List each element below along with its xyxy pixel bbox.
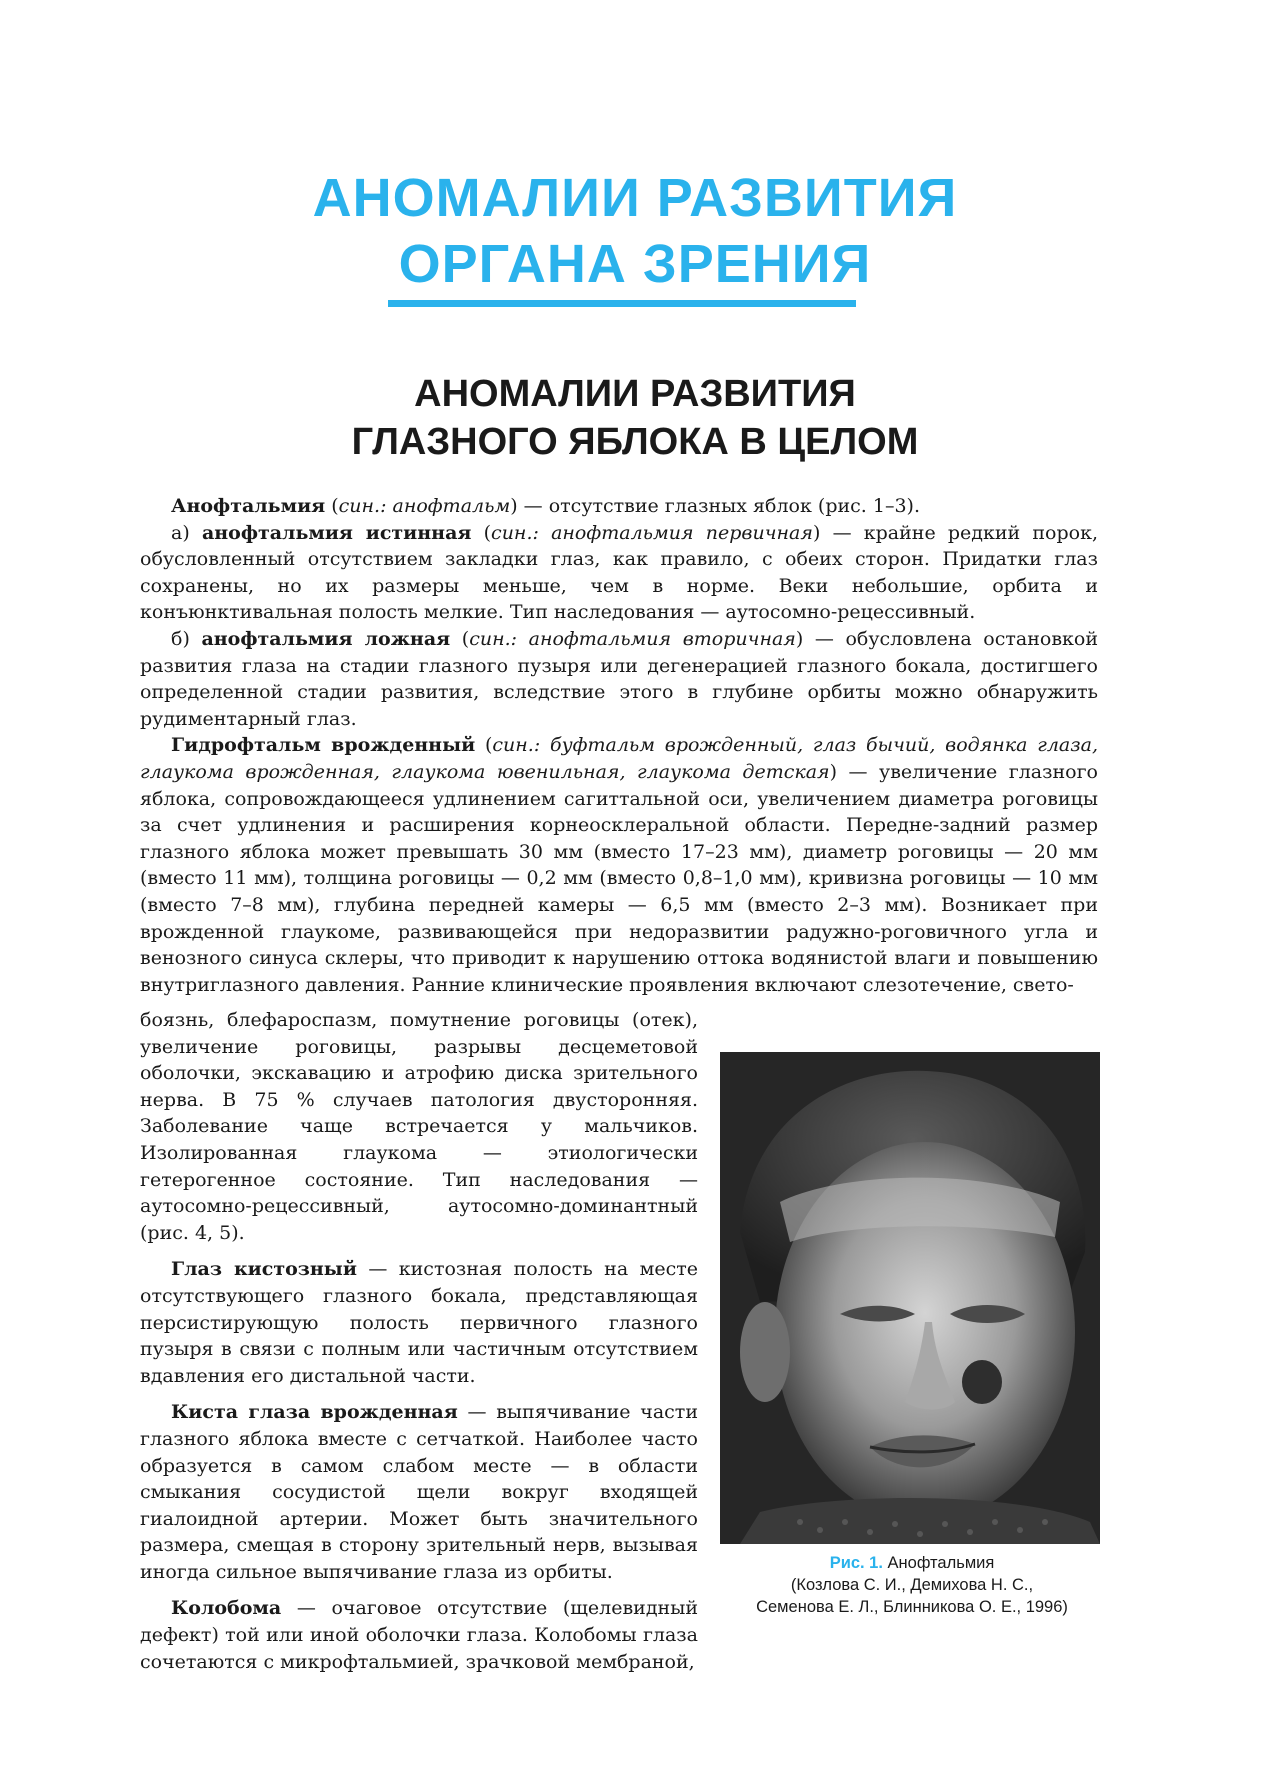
paragraph-eye-cyst: Киста глаза врожденная — выпячивание части глазного яблока вместе с сетчаткой. Наиболее часто образуется в самом слабом месте — в области смыкания сосудистой щели вокруг входящей гиалоидной артерии. Может быть значительного размера, смещая в сторону зрительный нерв, вызывая иногда сильное выпячивание глаза из орбиты. [140,1401,698,1583]
paragraph-anophthalmia-false: б) анофтальмия ложная (син.: анофтальмия вторичная) — обусловлена остановкой развития глаза на стадии глазного пузыря или дегенерацией глазного бокала, достигшего определенной стадии развития, вследствие этого в глубине орбиты можно обнаружить рудиментарный глаз. [140,627,1098,730]
paragraph-anophthalmia: Анофтальмия (син.: анофтальм) — отсутствие глазных яблок (рис. 1–3). [171,495,920,517]
paragraph-anophthalmia-true: а) анофтальмия истинная (син.: анофтальмия первичная) — крайне редкий порок, обусловленный отсутствием закладки глаз, как правило, с обеих сторон. Придатки глаз сохранены, но их размеры меньше, чем в норме. Веки небольшие, орбита и конъюнктивальная полость мелкие. Тип наследования — аутосомно-рецессивный. [140,521,1099,624]
paragraph-cystic-eye: Глаз кистозный — кистозная полость на месте отсутствующего глазного бокала, представляющая персистирующую полость первичного глазного пузыря в связи с полным или частичным отсутствием вдавления его дистальной части. [140,1258,698,1387]
figure-photo-anophthalmia [720,1052,1100,1544]
section-title-line-1: АНОМАЛИИ РАЗВИТИЯ [414,373,856,415]
term-coloboma: Колобома [171,1597,282,1620]
figure-source-line-1: (Козлова С. И., Демихова Н. С., [790,1576,1034,1594]
figure-number: Рис. 1. [829,1554,883,1572]
term-anophthalmia-false: анофтальмия ложная [201,627,451,650]
figure-caption [712,1552,1112,1618]
figure-title: Анофтальмия [882,1554,995,1572]
section-title-line-2: ГЛАЗНОГО ЯБЛОКА В ЦЕЛОМ [351,421,919,463]
paragraph-coloboma: Колобома — очаговое отсутствие (щелевидный дефект) той или иной оболочки глаза. Колобомы глаза сочетаются с микрофтальмией, зрачковой мембраной, [140,1597,698,1673]
term-hydrophthalmos: Гидрофтальм врожденный [171,734,476,757]
chapter-title [0,165,1270,297]
term-cystic-eye: Глаз кистозный [171,1258,357,1281]
section-title [0,370,1270,466]
chapter-title-line-2: ОРГАНА ЗРЕНИЯ [398,234,872,294]
body-text-full-width [140,493,1098,998]
paragraph-hydrophthalmos-continued: боязнь, блефароспазм, помутнение роговицы (отек), увеличение роговицы, разрывы десцеметовой оболочки, экскавацию и атрофию диска зрительного нерва. В 75 % случаев патология двусторонняя. Заболевание чаще встречается у мальчиков. Изолированная глаукома — этиологически гетерогенное состояние. Тип наследования — аутосомно-рецессивный, аутосомно-доминантный (рис. 4, 5). [140,1009,698,1244]
term-eye-cyst: Киста глаза врожденная [171,1401,458,1424]
synonym: син.: анофтальм [338,495,511,517]
body-text-left-column [140,1007,698,1675]
term-anophthalmia: Анофтальмия [171,495,326,517]
photo-illustration [720,1052,1100,1544]
synonym: син.: анофтальмия первичная [491,521,813,544]
paragraph-hydrophthalmos: Гидрофтальм врожденный (син.: буфтальм врожденный, глаз бычий, водянка глаза, глаукома врожденная, глаукома ювенильная, глаукома детская) — увеличение глазного яблока, сопровождающееся удлинением сагиттальной оси, увеличением диаметра роговицы за счет удлинения и расширения корнеосклеральной области. Передне-задний размер глазного яблока может превышать 30 мм (вместо 17–23 мм), диаметр роговицы — 20 мм (вместо 11 мм), толщина роговицы — 0,2 мм (вместо 0,8–1,0 мм), кривизна роговицы — 10 мм (вместо 7–8 мм), глубина передней камеры — 6,5 мм (вместо 2–3 мм). Возникает при врожденной глаукоме, развивающейся при недоразвитии радужно-роговичного угла и венозного синуса склеры, что приводит к нарушению оттока водянистой влаги и повышению внутриглазного давления. Ранние клинические проявления включают слезотечение, свето- [140,734,1098,996]
figure-source-line-2: Семенова Е. Л., Блинникова О. Е., 1996) [756,1598,1068,1616]
term-anophthalmia-true: анофтальмия истинная [201,521,472,544]
synonym: син.: буфтальм врожденный, глаз бычий, водянка глаза, глаукома врожденная, глаукома ювенильная, глаукома детская [140,734,1098,783]
synonym: син.: анофтальмия вторичная [469,627,796,650]
chapter-title-line-1: АНОМАЛИИ РАЗВИТИЯ [312,168,958,228]
title-underline [388,300,856,307]
